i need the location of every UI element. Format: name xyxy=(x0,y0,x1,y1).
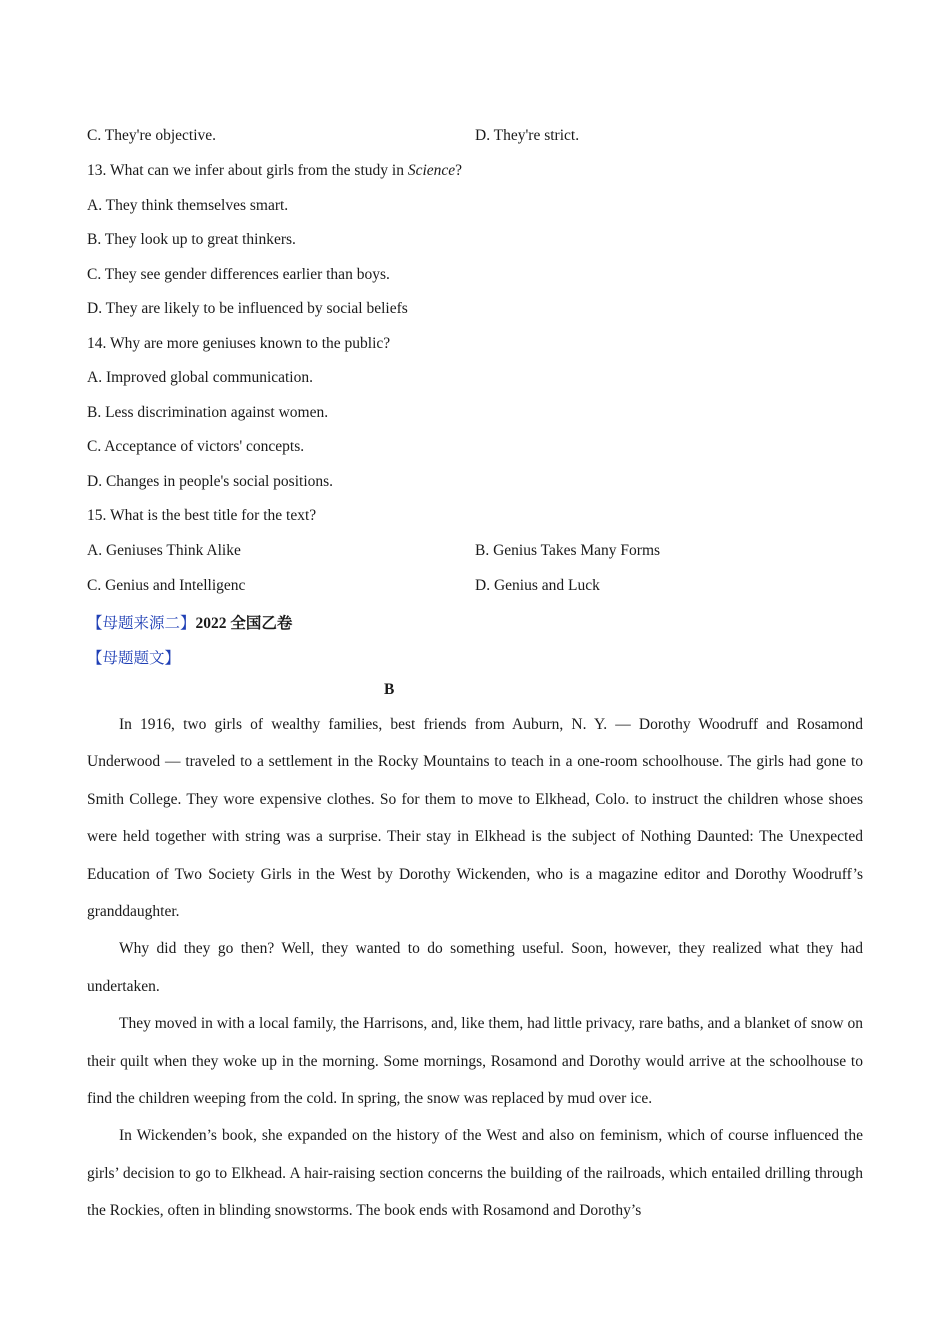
q14-stem: 14. Why are more geniuses known to the public? xyxy=(87,335,391,352)
q15-option-a: A. Geniuses Think Alike xyxy=(87,542,241,559)
paragraph-4: In Wickenden’s book, she expanded on the history of the West and also on feminism, which of course influenced the girls’ decision to go to Elkhead. A hair-raising section concerns the building of the railroads, which entailed drilling through the Rockies, often in blinding snowstorms. The book ends with Rosamond and Dorothy’s xyxy=(87,1127,863,1220)
q13-stem xyxy=(87,162,462,180)
paragraph-3: They moved in with a local family, the Harrisons, and, like them, had little privacy, rare baths, and a blanket of snow on their quilt when they woke up in the morning. Some mornings, Rosamond and Dorothy would arrive at the schoolhouse to find the children weeping from the cold. In spring, the snow was replaced by mud over ice. xyxy=(87,1015,863,1108)
passage-label: 【母题题文】 xyxy=(87,650,181,667)
q13-stem-text: 13. What can we infer about girls from the study in xyxy=(87,162,408,179)
q13-option-b: B. They look up to great thinkers. xyxy=(87,231,296,248)
paragraph-1: In 1916, two girls of wealthy families, best friends from Auburn, N. Y. — Dorothy Woodruff and Rosamond Underwood — traveled to a settlement in the Rocky Mountains to teach in a one-room schoolhouse. The girls had gone to Smith College. They wore expensive clothes. So for them to move to Elkhead, Colo. to instruct the children whose shoes were held together with string was a surprise. Their stay in Elkhead is the subject of Nothing Daunted: The Unexpected Education of Two Society Girls in the West by Dorothy Wickenden, who is a magazine editor and Dorothy Woodruff’s granddaughter. xyxy=(87,716,863,921)
q13-option-c: C. They see gender differences earlier than boys. xyxy=(87,266,390,283)
passage-body xyxy=(87,706,863,1230)
q13-stem-journal: Science xyxy=(407,162,456,179)
source-label: 【母题来源二】 xyxy=(87,615,196,632)
q15-option-b: B. Genius Takes Many Forms xyxy=(475,542,661,559)
q13-option-a: A. They think themselves smart. xyxy=(87,197,289,214)
q15-option-d: D. Genius and Luck xyxy=(475,577,600,594)
q14-option-b: B. Less discrimination against women. xyxy=(87,404,329,421)
q14-option-c: C. Acceptance of victors' concepts. xyxy=(87,438,305,455)
source-line xyxy=(87,611,292,633)
paragraph-2: Why did they go then? Well, they wanted to do something useful. Soon, however, they realized what they had undertaken. xyxy=(87,940,863,995)
q14-option-a: A. Improved global communication. xyxy=(87,369,313,386)
q12-option-d: D. They're strict. xyxy=(475,127,580,144)
q14-option-d: D. Changes in people's social positions. xyxy=(87,473,334,490)
q15-option-c: C. Genius and Intelligenc xyxy=(87,577,246,594)
q13-option-d: D. They are likely to be influenced by social beliefs xyxy=(87,300,408,317)
q12-option-c: C. They're objective. xyxy=(87,127,217,144)
q13-stem-end: ? xyxy=(455,162,463,179)
passage-title: B xyxy=(384,681,395,698)
q15-stem: 15. What is the best title for the text? xyxy=(87,507,317,524)
source-value: 2022 全国乙卷 xyxy=(195,615,293,632)
